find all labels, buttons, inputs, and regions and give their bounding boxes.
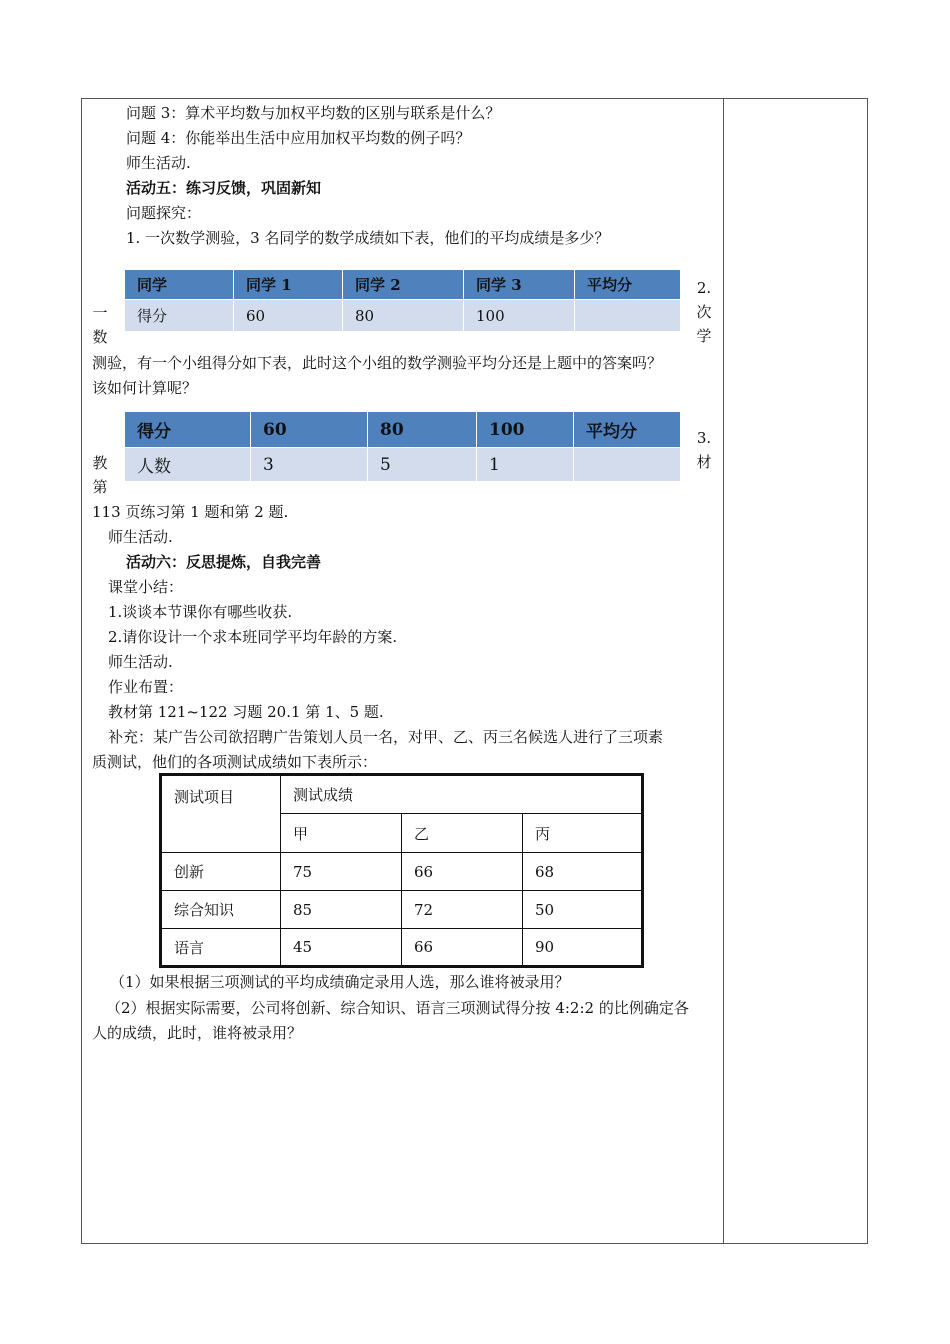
t1-c4 [575, 300, 681, 332]
t1-c0: 得分 [125, 300, 234, 332]
t3-item-header: 测试项目 [161, 775, 281, 853]
homework-item: 教材第 121~122 习题 20.1 第 1、5 题. [108, 703, 384, 721]
side-char: 一 [92, 304, 108, 322]
t2-c0: 人数 [125, 448, 251, 482]
t3-score: 68 [523, 853, 643, 891]
column-divider [723, 98, 724, 1244]
side-char: 2. [696, 279, 712, 297]
t1-h1: 同学 1 [234, 270, 343, 300]
activity-6-heading: 活动六：反思提炼，自我完善 [126, 553, 322, 571]
t2-h0: 得分 [125, 412, 251, 448]
t2-h1: 60 [251, 412, 368, 448]
t2-c2: 5 [368, 448, 477, 482]
candidate-score-table [159, 773, 644, 968]
explore-label: 问题探究： [126, 204, 202, 222]
t3-item: 综合知识 [161, 891, 281, 929]
t3-score: 85 [281, 891, 402, 929]
side-char: 数 [92, 328, 108, 346]
t1-h0: 同学 [125, 270, 234, 300]
question-3: 问题 3：算术平均数与加权平均数的区别与联系是什么？ [126, 104, 501, 122]
side-char: 3. [696, 429, 712, 447]
homework-label: 作业布置： [108, 678, 184, 696]
side-char: 材 [696, 453, 712, 471]
t1-c1: 60 [234, 300, 343, 332]
t3-candidate: 甲 [281, 814, 402, 853]
t3-candidate: 乙 [402, 814, 523, 853]
t3-score: 66 [402, 929, 523, 967]
side-char: 学 [696, 327, 712, 345]
t2-c4 [574, 448, 681, 482]
t2-h2: 80 [368, 412, 477, 448]
problem-1: 1. 一次数学测验，3 名同学的数学成绩如下表，他们的平均成绩是多少？ [126, 229, 610, 247]
t2-h4: 平均分 [574, 412, 681, 448]
t1-h2: 同学 2 [343, 270, 464, 300]
sub-question-1: （1）如果根据三项测试的平均成绩确定录用人选，那么谁将被录用？ [110, 973, 570, 991]
question-4: 问题 4：你能举出生活中应用加权平均数的例子吗？ [126, 129, 471, 147]
t3-score: 66 [402, 853, 523, 891]
t3-score: 72 [402, 891, 523, 929]
t3-score: 50 [523, 891, 643, 929]
supplement-line-1: 补充：某广告公司欲招聘广告策划人员一名，对甲、乙、丙三名候选人进行了三项素 [108, 728, 664, 746]
side-char: 次 [696, 303, 712, 321]
t1-h3: 同学 3 [464, 270, 575, 300]
sub-question-2-line-1: （2）根据实际需要，公司将创新、综合知识、语言三项测试得分按 4:2:2 的比例确定各 [106, 999, 689, 1017]
t3-candidate: 丙 [523, 814, 643, 853]
t1-c2: 80 [343, 300, 464, 332]
activity-note: 师生活动. [108, 528, 173, 546]
activity-5-heading: 活动五：练习反馈，巩固新知 [126, 179, 322, 197]
t3-score-header: 测试成绩 [281, 775, 643, 814]
t2-h3: 100 [477, 412, 574, 448]
score-table-2 [124, 411, 681, 482]
score-table-1 [124, 269, 681, 332]
t2-c1: 3 [251, 448, 368, 482]
summary-item-1: 1.谈谈本节课你有哪些收获. [108, 603, 293, 621]
problem-3: 113 页练习第 1 题和第 2 题. [92, 503, 289, 521]
t3-score: 90 [523, 929, 643, 967]
t3-score: 75 [281, 853, 402, 891]
side-char: 教 [92, 454, 108, 472]
side-char: 第 [92, 478, 108, 496]
t3-score: 45 [281, 929, 402, 967]
supplement-line-2: 质测试，他们的各项测试成绩如下表所示： [92, 753, 378, 771]
summary-item-2: 2.请你设计一个求本班同学平均年龄的方案. [108, 628, 398, 646]
t1-c3: 100 [464, 300, 575, 332]
sub-question-2-line-2: 人的成绩，此时，谁将被录用？ [92, 1024, 303, 1042]
t3-item: 语言 [161, 929, 281, 967]
problem-2-line-1: 测验，有一个小组得分如下表，此时这个小组的数学测验平均分还是上题中的答案吗？ [92, 354, 663, 372]
t1-h4: 平均分 [575, 270, 681, 300]
activity-note: 师生活动. [108, 653, 173, 671]
t2-c3: 1 [477, 448, 574, 482]
activity-note: 师生活动. [126, 154, 191, 172]
summary-label: 课堂小结： [108, 578, 184, 596]
problem-2-line-2: 该如何计算呢？ [92, 379, 198, 397]
t3-item: 创新 [161, 853, 281, 891]
